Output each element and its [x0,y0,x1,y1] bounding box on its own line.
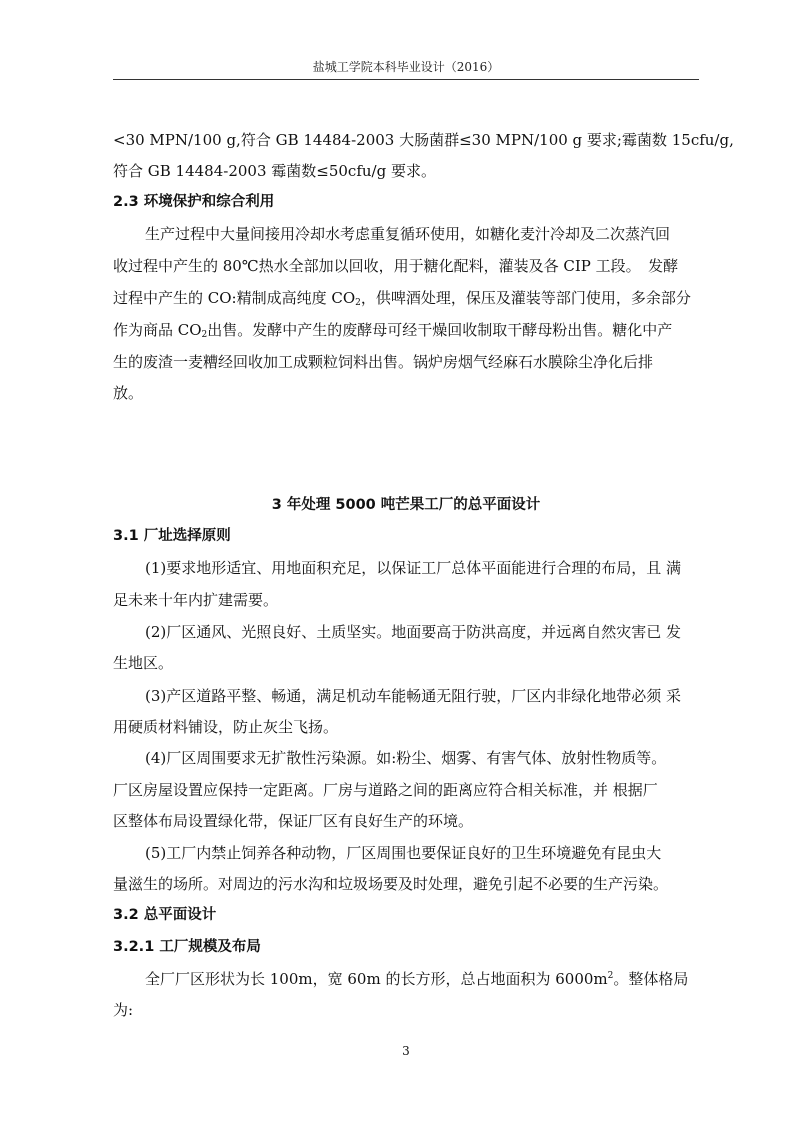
subscript: 2 [355,298,361,308]
text-line: 区整体布局设置绿化带，保证厂区有良好生产的环境。 [113,812,474,830]
text-line: 生的废渣一麦糟经回收加工成颗粒饲料出售。锅炉房烟气经麻石水膜除尘净化后排 [113,353,654,371]
section-heading-3-1: 3.1 厂址选择原则 [113,528,231,544]
section-heading-2-3: 2.3 环境保护和综合利用 [113,194,275,210]
section-heading-3-2: 3.2 总平面设计 [113,907,217,923]
text-line: 收过程中产生的 80℃热水全部加以回收，用于糖化配料，灌装及各 CIP 工段。 发酵 [113,257,679,275]
text-line: <30 MPN/100 g,符合 GB 14484-2003 大肠菌群≤30 MPN/100 g 要求;霉菌数 15cfu/g, [113,131,734,149]
superscript: 2 [607,971,614,981]
text-line: 符合 GB 14484-2003 霉菌数≤50cfu/g 要求。 [113,162,436,180]
text-line: (4)厂区周围要求无扩散性污染源。如:粉尘、烟雾、有害气体、放射性物质等。 [145,749,667,767]
header-rule [113,79,699,80]
text-segment: 。整体格局 [613,970,689,988]
text-line [113,320,672,340]
text-line: (5)工厂内禁止饲养各种动物，厂区周围也要保证良好的卫生环境避免有昆虫大 [145,844,662,862]
text-segment: 过程中产生的 CO:精制成高纯度 CO [113,289,356,307]
text-line: 放。 [113,384,144,402]
page-number: 3 [402,1044,410,1058]
text-segment: 出售。发酵中产生的废酵母可经干燥回收制取干酵母粉出售。糖化中产 [207,321,673,339]
chapter-title: 3 年处理 5000 吨芒果工厂的总平面设计 [271,497,541,513]
text-line: 足未来十年内扩建需要。 [113,591,279,609]
text-line: (2)厂区通风、光照良好、土质坚实。地面要高于防洪高度，并远离自然灾害已 发 [145,623,682,641]
text-segment: 作为商品 CO [113,321,202,339]
text-line: 量滋生的场所。对周边的污水沟和垃圾场要及时处理，避免引起不必要的生产污染。 [113,875,669,893]
text-segment: ，供啤酒处理，保压及灌装等部门使用，多余部分 [360,289,691,307]
text-line: (3)产区道路平整、畅通，满足机动车能畅通无阻行驶，厂区内非绿化地带必须 采 [145,687,682,705]
text-line: 厂区房屋设置应保持一定距离。厂房与道路之间的距离应符合相关标准，并 根据厂 [113,781,658,799]
text-line: (1)要求地形适宜、用地面积充足，以保证工厂总体平面能进行合理的布局，且 满 [145,559,682,577]
text-line: 生产过程中大量间接用冷却水考虑重复循环使用，如糖化麦汁冷却及二次蒸汽回 [145,225,671,243]
text-line [145,969,688,989]
text-line: 生地区。 [113,654,174,672]
text-segment: 全厂厂区形状为长 100m，宽 60m 的长方形，总占地面积为 6000m [145,970,608,988]
subscript: 2 [201,330,208,340]
text-line: 用硬质材料铺设，防止灰尘飞扬。 [113,718,339,736]
text-line: 为: [113,1001,134,1019]
section-heading-3-2-1: 3.2.1 工厂规模及布局 [113,939,261,955]
header-title: 盐城工学院本科毕业设计（2016） [312,60,500,74]
text-line [113,288,691,308]
